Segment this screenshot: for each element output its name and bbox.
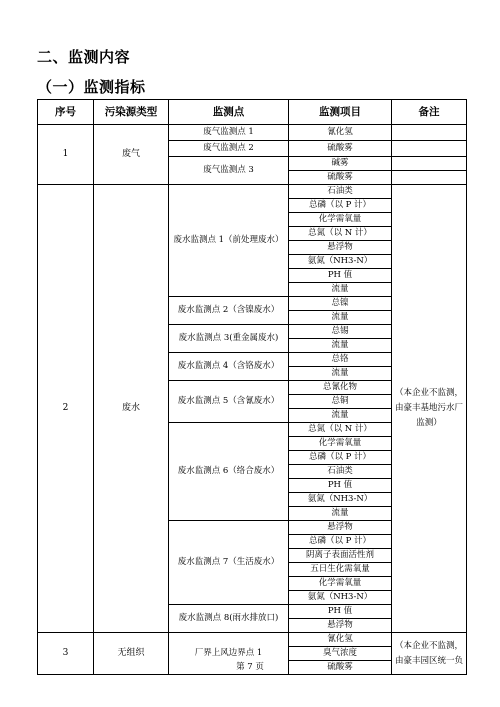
monitoring-item: 化学需氧量	[289, 577, 392, 591]
table-row	[38, 633, 467, 647]
remark: （本企业不监测，由豪丰基地污水厂监测）	[392, 185, 467, 633]
monitoring-point: 废水监测点 4（含铬废水）	[169, 353, 289, 381]
monitoring-item: 氰化氢	[289, 633, 392, 647]
monitoring-item: 硫酸雾	[289, 141, 392, 157]
monitoring-item: 悬浮物	[289, 619, 392, 633]
table-body	[38, 125, 467, 675]
monitoring-item: 五日生化需氧量	[289, 563, 392, 577]
monitoring-item: 氨氮（NH3-N）	[289, 493, 392, 507]
monitoring-item: 总磷（以 P 计）	[289, 451, 392, 465]
monitoring-item: 石油类	[289, 185, 392, 199]
monitoring-item: 总铬	[289, 353, 392, 367]
monitoring-item: PH 值	[289, 605, 392, 619]
monitoring-point: 废水监测点 7（生活废水）	[169, 521, 289, 605]
monitoring-point: 厂界上风边界点 1	[169, 633, 289, 675]
monitoring-point: 废水监测点 6（络合废水）	[169, 423, 289, 521]
header-item: 监测项目	[289, 100, 392, 125]
monitoring-point: 废气监测点 3	[169, 157, 289, 185]
monitoring-point: 废水监测点 3(重金属废水)	[169, 325, 289, 353]
monitoring-item: 臭气浓度	[289, 647, 392, 661]
table-row	[38, 185, 467, 199]
monitoring-item: 总氮（以 N 计）	[289, 423, 392, 437]
row-number: 1	[38, 125, 94, 185]
source-type: 废水	[94, 185, 169, 633]
monitoring-item: 总磷（以 P 计）	[289, 199, 392, 213]
monitoring-item: 化学需氧量	[289, 437, 392, 451]
section-title: 二、监测内容	[37, 48, 131, 66]
monitoring-point: 废水监测点 5（含氰废水）	[169, 381, 289, 423]
remark-empty	[392, 171, 467, 185]
monitoring-point: 废水监测点 2（含镍废水）	[169, 297, 289, 325]
subsection-title: （一）监测指标	[37, 78, 146, 96]
remark-empty	[392, 141, 467, 157]
monitoring-point: 废气监测点 1	[169, 125, 289, 141]
monitoring-item: 石油类	[289, 465, 392, 479]
monitoring-item: 流量	[289, 507, 392, 521]
monitoring-item: 流量	[289, 409, 392, 423]
table-row	[38, 125, 467, 141]
monitoring-item: 总锡	[289, 325, 392, 339]
page-number: 第 7 页	[236, 662, 264, 672]
monitoring-item: 碱雾	[289, 157, 392, 171]
table-header-row	[38, 100, 467, 125]
monitoring-item: PH 值	[289, 479, 392, 493]
monitoring-item: 总氰化物	[289, 381, 392, 395]
monitoring-item: 总磷（以 P 计）	[289, 535, 392, 549]
header-point: 监测点	[169, 100, 289, 125]
monitoring-item: 悬浮物	[289, 521, 392, 535]
monitoring-item: 总铜	[289, 395, 392, 409]
monitoring-item: 悬浮物	[289, 241, 392, 255]
monitoring-point: 废水监测点 8(雨水排放口)	[169, 605, 289, 633]
header-type: 污染源类型	[94, 100, 169, 125]
remark: （本企业不监测，由豪丰园区统一负	[392, 633, 467, 675]
row-number: 3	[38, 633, 94, 675]
monitoring-point: 废气监测点 2	[169, 141, 289, 157]
monitoring-item: 硫酸雾	[289, 171, 392, 185]
monitoring-item: 氨氮（NH3-N）	[289, 591, 392, 605]
monitoring-item: 流量	[289, 367, 392, 381]
remark-empty	[392, 157, 467, 171]
monitoring-item: 硫酸雾	[289, 661, 392, 675]
monitoring-point: 废水监测点 1（前处理废水）	[169, 185, 289, 297]
header-no: 序号	[38, 100, 94, 125]
monitoring-item: 流量	[289, 283, 392, 297]
monitoring-item: 阴离子表面活性剂	[289, 549, 392, 563]
monitoring-item: 总镍	[289, 297, 392, 311]
header-remark: 备注	[392, 100, 467, 125]
remark-empty	[392, 125, 467, 141]
source-type: 无组织	[94, 633, 169, 675]
monitoring-item: PH 值	[289, 269, 392, 283]
monitoring-item: 流量	[289, 311, 392, 325]
source-type: 废气	[94, 125, 169, 185]
monitoring-item: 总氮（以 N 计）	[289, 227, 392, 241]
monitoring-item: 氨氮（NH3-N）	[289, 255, 392, 269]
monitoring-item: 氰化氢	[289, 125, 392, 141]
row-number: 2	[38, 185, 94, 633]
monitoring-table	[37, 99, 467, 675]
monitoring-item: 化学需氧量	[289, 213, 392, 227]
monitoring-item: 流量	[289, 339, 392, 353]
